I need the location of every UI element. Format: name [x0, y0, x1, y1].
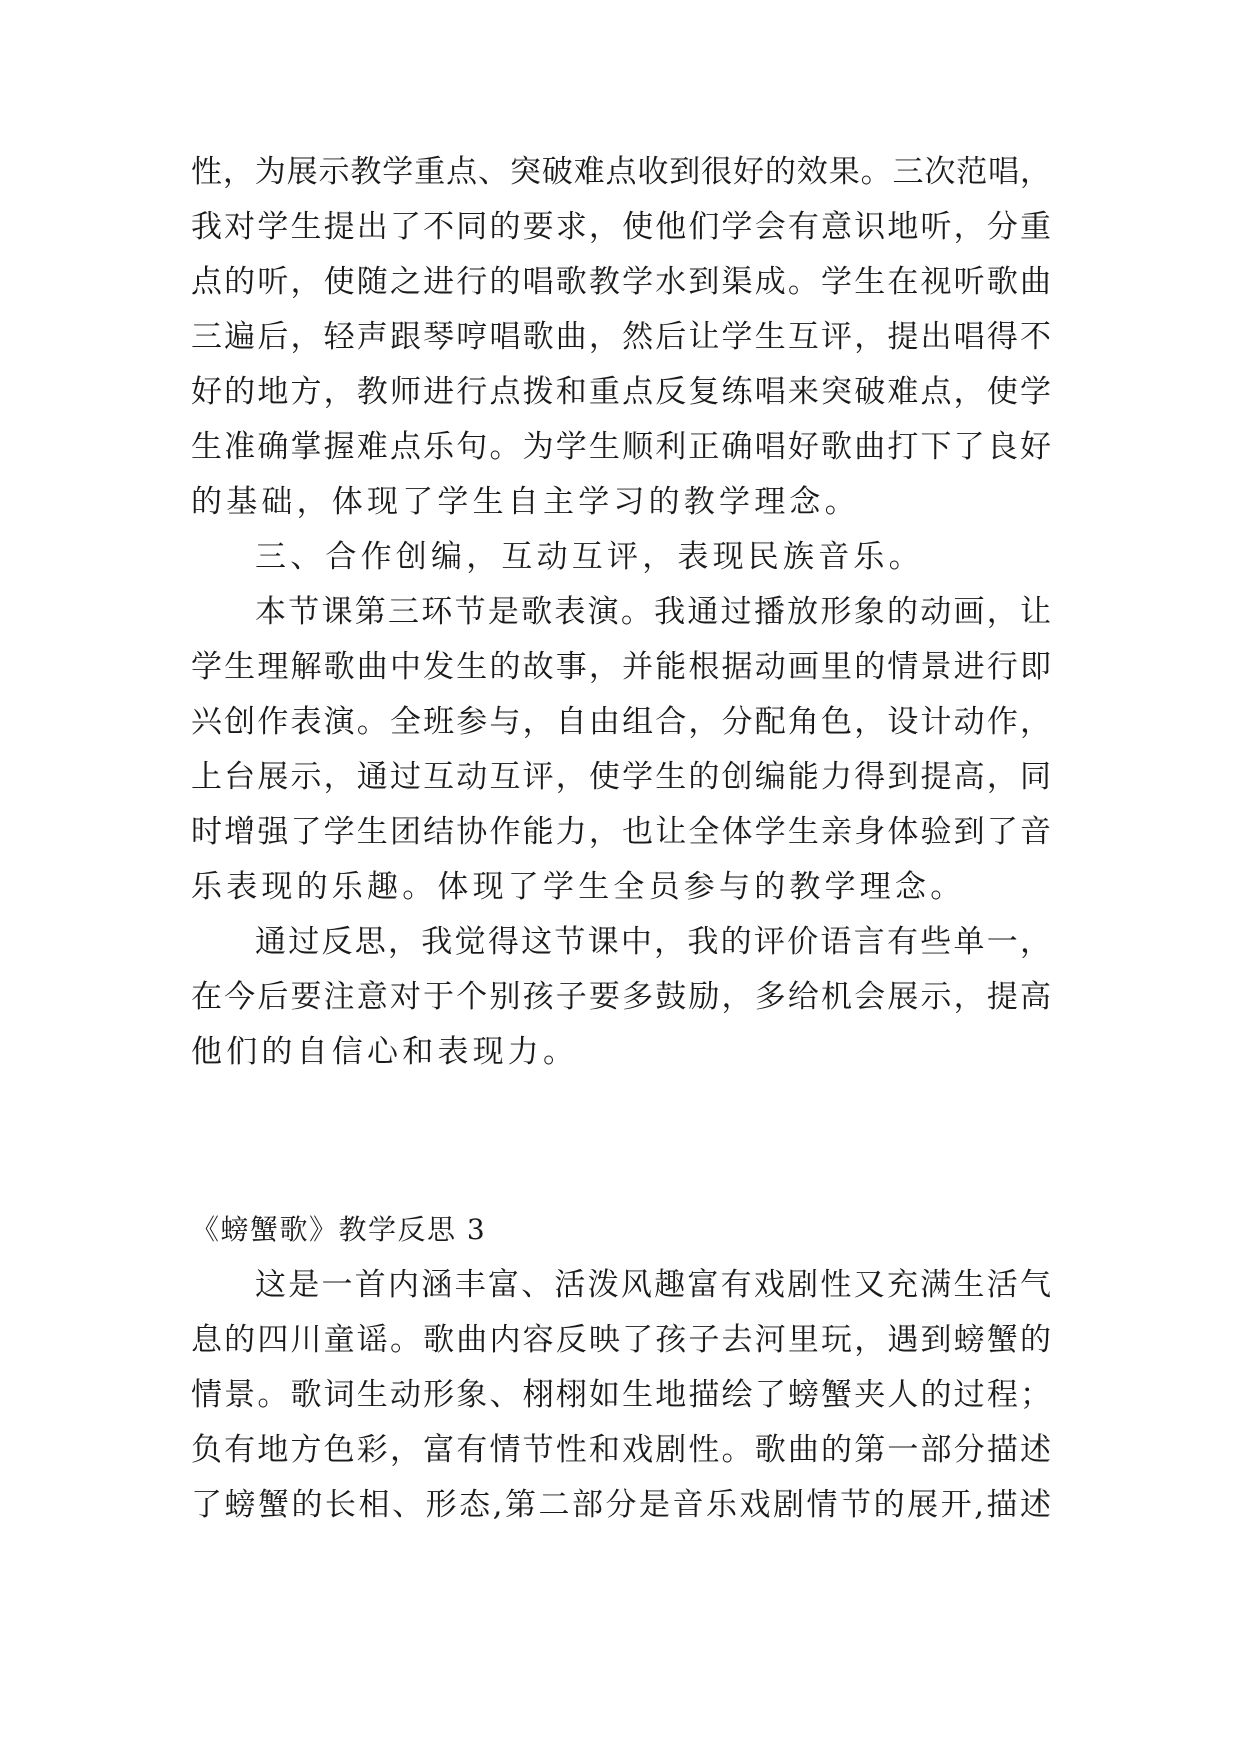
text-line: 时增强了学生团结协作能力，也让全体学生亲身体验到了音	[191, 814, 1051, 850]
text-line: 上台展示，通过互动互评，使学生的创编能力得到提高，同	[191, 759, 1051, 795]
text-line: 这是一首内涵丰富、活泼风趣富有戏剧性又充满生活气	[255, 1267, 1051, 1303]
text-line: 了螃蟹的长相、形态,第二部分是音乐戏剧情节的展开,描述	[191, 1487, 1051, 1523]
subheading: 三、合作创编，互动互评，表现民族音乐。	[255, 539, 924, 575]
text-line: 生准确掌握难点乐句。为学生顺利正确唱好歌曲打下了良好	[191, 429, 1051, 465]
text-line: 三遍后，轻声跟琴哼唱歌曲，然后让学生互评，提出唱得不	[191, 319, 1051, 355]
text-line: 本节课第三环节是歌表演。我通过播放形象的动画，让	[255, 594, 1051, 630]
text-line: 负有地方色彩，富有情节性和戏剧性。歌曲的第一部分描述	[191, 1432, 1051, 1468]
text-line: 点的听，使随之进行的唱歌教学水到渠成。学生在视听歌曲	[191, 264, 1051, 300]
text-line: 学生理解歌曲中发生的故事，并能根据动画里的情景进行即	[191, 649, 1051, 685]
text-line: 情景。歌词生动形象、栩栩如生地描绘了螃蟹夹人的过程；	[191, 1377, 1051, 1413]
text-line: 我对学生提出了不同的要求，使他们学会有意识地听，分重	[191, 209, 1051, 245]
text-line: 性，为展示教学重点、突破难点收到很好的效果。三次范唱，	[191, 154, 1051, 190]
text-line: 的基础，体现了学生自主学习的教学理念。	[191, 484, 860, 520]
text-line: 他们的自信心和表现力。	[191, 1034, 579, 1070]
text-line: 好的地方，教师进行点拨和重点反复练唱来突破难点，使学	[191, 374, 1051, 410]
text-line: 息的四川童谣。歌曲内容反映了孩子去河里玩，遇到螃蟹的	[191, 1322, 1051, 1358]
text-line: 在今后要注意对于个别孩子要多鼓励，多给机会展示，提高	[191, 979, 1051, 1015]
section-title: 《螃蟹歌》教学反思 3	[191, 1213, 487, 1246]
text-line: 通过反思，我觉得这节课中，我的评价语言有些单一，	[255, 924, 1051, 960]
text-line: 乐表现的乐趣。体现了学生全员参与的教学理念。	[191, 869, 966, 905]
text-line: 兴创作表演。全班参与，自由组合，分配角色，设计动作，	[191, 704, 1051, 740]
